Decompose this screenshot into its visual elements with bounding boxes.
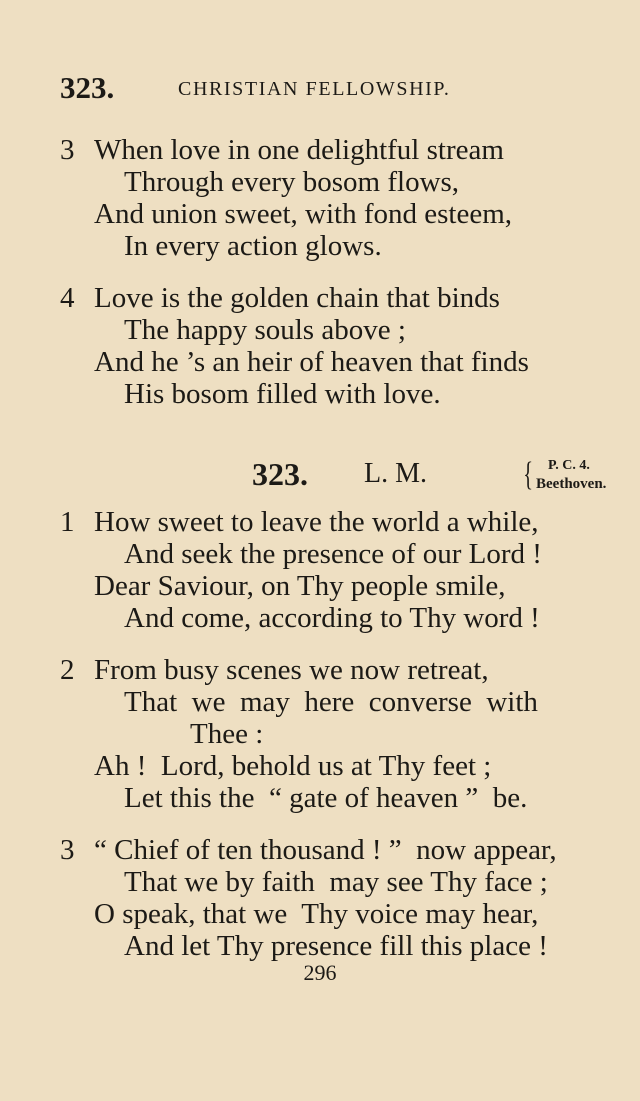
tune-name: Beethoven. — [536, 476, 607, 492]
verse-number: 4 — [60, 282, 75, 314]
verse-line: Love is the golden chain that binds — [94, 282, 500, 314]
verse-number: 2 — [60, 654, 75, 686]
verse-line: Thee : — [190, 718, 264, 750]
verse-line: From busy scenes we now retreat, — [94, 654, 489, 686]
hymn-number: 323. — [252, 456, 308, 492]
verse-line: And seek the presence of our Lord ! — [124, 538, 542, 570]
tune-brace-icon: { — [523, 456, 534, 493]
hymn-heading — [0, 456, 640, 496]
verse-line: When love in one delightful stream — [94, 134, 504, 166]
section-title: CHRISTIAN FELLOWSHIP. — [178, 78, 451, 100]
verse-number: 3 — [60, 134, 75, 166]
page-header — [60, 70, 530, 106]
tune-reference: P. C. 4. — [548, 458, 590, 473]
verse-line: Dear Saviour, on Thy people smile, — [94, 570, 506, 602]
verse-line: His bosom filled with love. — [124, 378, 441, 410]
page-footer-number: 296 — [303, 960, 337, 985]
verse-line: “ Chief of ten thousand ! ” now appear, — [94, 834, 557, 866]
verse-line: Ah ! Lord, behold us at Thy feet ; — [94, 750, 492, 782]
verse-line: Through every bosom flows, — [124, 166, 460, 198]
verse-line: And let Thy presence fill this place ! — [124, 930, 548, 962]
verse-line: That we by faith may see Thy face ; — [124, 866, 548, 898]
verse-line: O speak, that we Thy voice may hear, — [94, 898, 539, 930]
hymn-meter: L. M. — [364, 458, 427, 489]
verse-line: How sweet to leave the world a while, — [94, 506, 539, 538]
verse-line: In every action glows. — [124, 230, 382, 262]
verse-number: 1 — [60, 506, 75, 538]
verse-line: And union sweet, with fond esteem, — [94, 198, 513, 230]
verse-line: And he ’s an heir of heaven that finds — [94, 346, 529, 378]
page-number: 323. — [60, 70, 115, 105]
verse-line: Let this the “ gate of heaven ” be. — [124, 782, 528, 814]
verse-number: 3 — [60, 834, 75, 866]
verse-line: The happy souls above ; — [124, 314, 406, 346]
verse-line: That we may here converse with — [124, 686, 538, 718]
verse-line: And come, according to Thy word ! — [124, 602, 540, 634]
